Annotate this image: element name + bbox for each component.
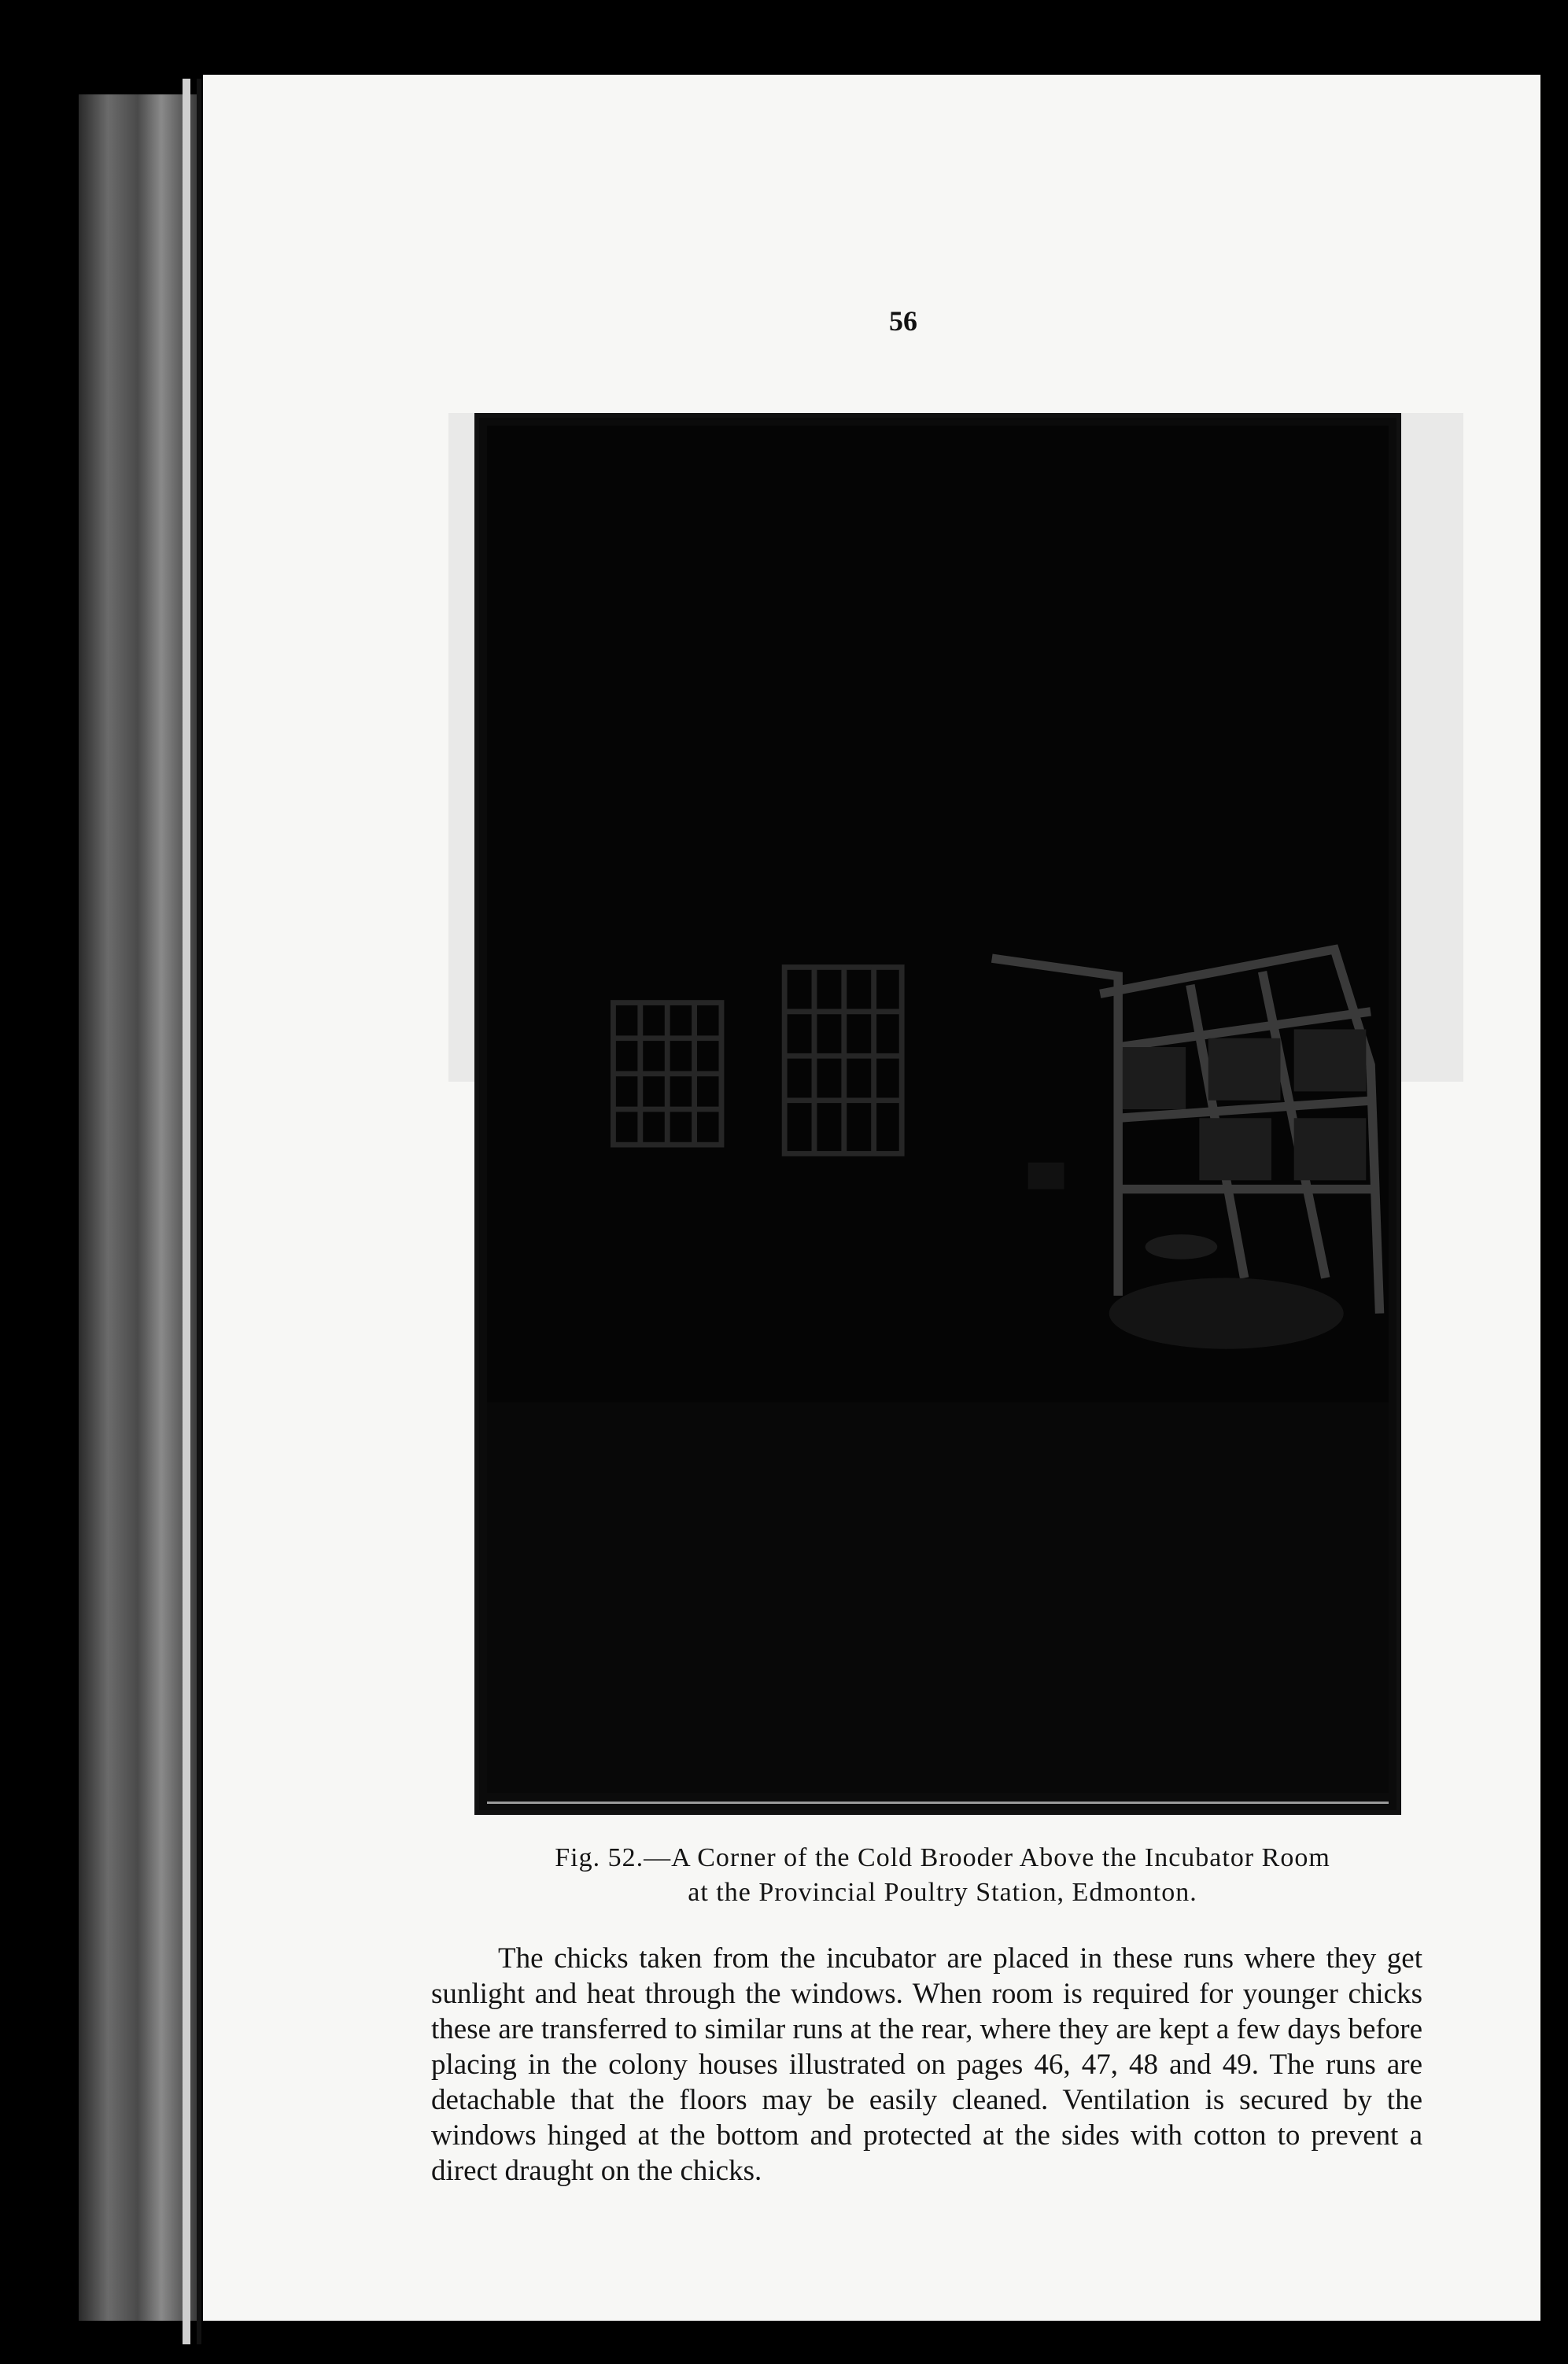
caption-line-1: Fig. 52.—A Corner of the Cold Brooder Above the Incubator Room xyxy=(555,1843,1330,1872)
brooder-photograph xyxy=(487,426,1389,1793)
body-paragraph: The chicks taken from the incubator are placed in these runs where they get sunlight and heat through the windows. When room is required for younger chicks these are transferred to similar runs at the rear, where they are kept a few days before placing in the colony houses illustrated on pages 46, 47, 48 and 49. The runs are detachable that the floors may be easily cleaned. Ventilation is secured by the windows hinged at the bottom and protected at the sides with cotton to prevent a direct draught on the chicks. xyxy=(431,1942,1422,2187)
caption-line-2: at the Provincial Poultry Station, Edmonton. xyxy=(688,1878,1197,1907)
figure-caption xyxy=(431,1841,1454,1910)
book-spine xyxy=(79,94,197,2321)
figure-photo xyxy=(474,413,1401,1815)
photo-image xyxy=(487,426,1389,1793)
gutter-shadow xyxy=(197,79,201,2344)
photo-border-rule xyxy=(487,1802,1389,1804)
book-page xyxy=(203,75,1540,2321)
page-edge xyxy=(183,79,190,2344)
page-number: 56 xyxy=(889,305,917,337)
